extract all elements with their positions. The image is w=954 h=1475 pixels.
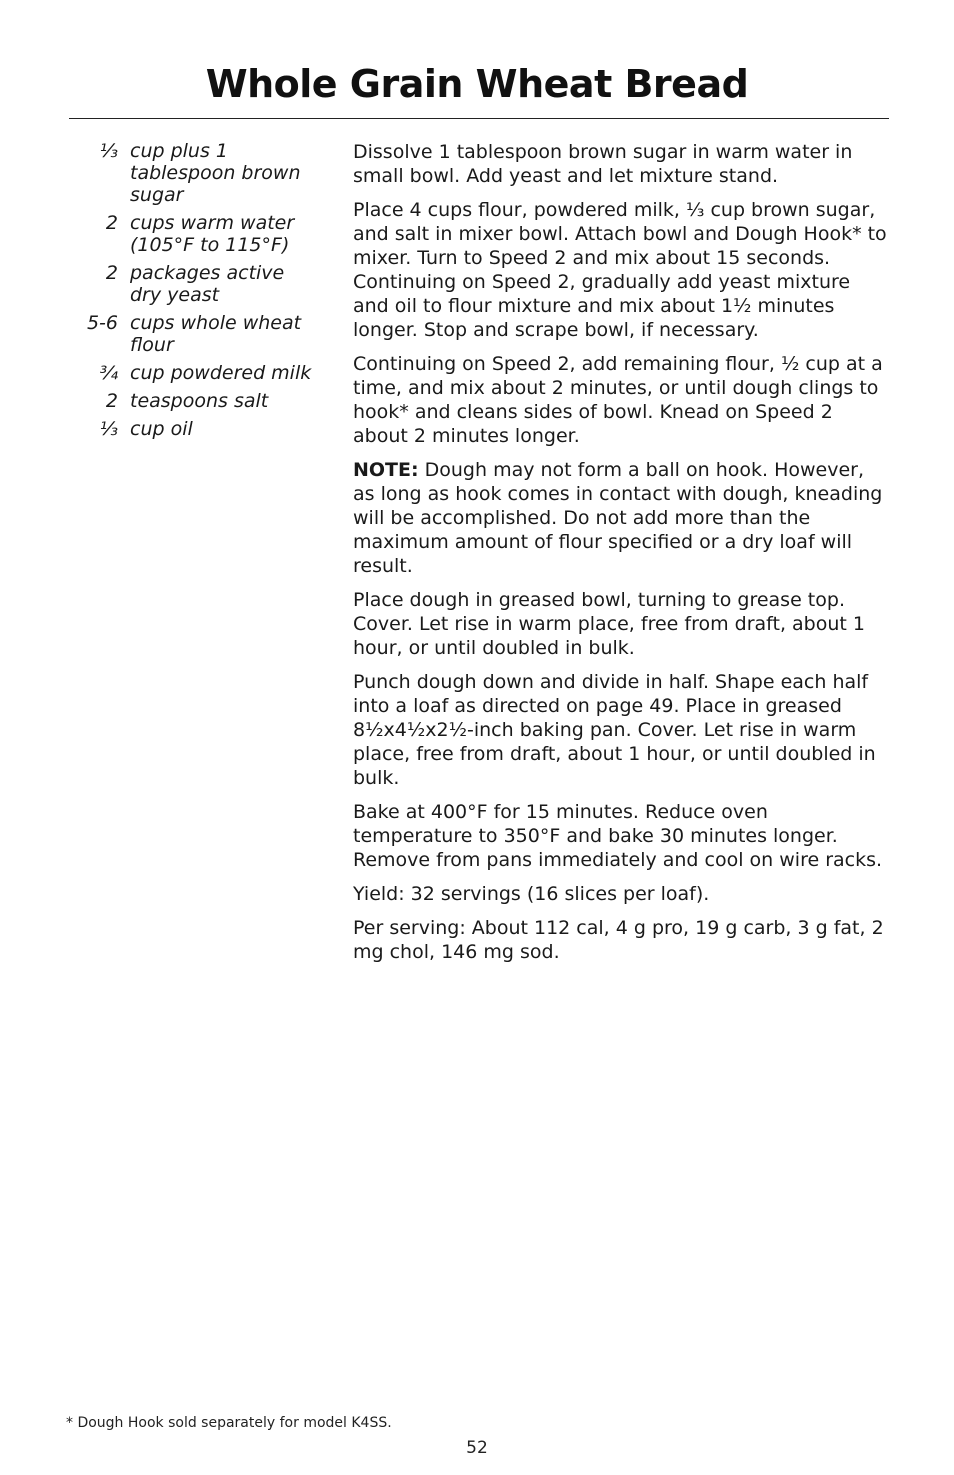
ingredient-quantity: 2: [105, 262, 118, 284]
note-paragraph: [353, 458, 891, 578]
ingredient-item: [66, 212, 326, 256]
ingredient-text: packages active dry yeast: [130, 262, 285, 306]
ingredient-quantity: 2: [105, 390, 118, 412]
ingredient-item: [66, 362, 326, 384]
page-number: 52: [466, 1438, 488, 1458]
yield-text: Yield: 32 servings (16 slices per loaf).: [353, 883, 710, 905]
ingredient-text: cups whole wheat flour: [130, 312, 302, 356]
ingredient-quantity: ¾: [99, 362, 118, 384]
ingredient-quantity: ⅓: [99, 418, 118, 440]
ingredient-text: cup plus 1 tablespoon brown sugar: [130, 140, 301, 206]
ingredient-quantity: 2: [105, 212, 118, 234]
ingredient-item: [66, 418, 326, 440]
note-text: Dough may not form a ball on hook. However, as long as hook comes in contact with dough, kneading will be accomplished. Do not add more than the maximum amount of flour specified or a dry loaf will result.: [353, 459, 883, 577]
method-paragraph: Place dough in greased bowl, turning to grease top. Cover. Let rise in warm place, free from draft, about 1 hour, or until doubled in bulk.: [353, 589, 865, 659]
ingredients-list: [66, 140, 326, 446]
ingredient-quantity: 5-6: [86, 312, 118, 334]
ingredient-text: cup oil: [130, 418, 193, 440]
nutrition-text: Per serving: About 112 cal, 4 g pro, 19 g carb, 3 g fat, 2 mg chol, 146 mg sod.: [353, 917, 884, 963]
footnote: * Dough Hook sold separately for model K4SS.: [66, 1415, 392, 1431]
ingredient-text: cups warm water (105°F to 115°F): [130, 212, 295, 256]
note-label: NOTE:: [353, 459, 419, 481]
ingredient-item: [66, 262, 326, 306]
method-paragraph: Punch dough down and divide in half. Shape each half into a loaf as directed on page 49. Place in greased 8½x4½x2½-inch baking pan. Cover. Let rise in warm place, free from draft, about 1 hour, or until doubled in bulk.: [353, 671, 876, 789]
ingredient-quantity: ⅓: [99, 140, 118, 162]
method-instructions: [353, 140, 891, 974]
page-title: Whole Grain Wheat Bread: [205, 62, 749, 106]
ingredient-item: [66, 140, 326, 206]
method-paragraph: Continuing on Speed 2, add remaining flour, ½ cup at a time, and mix about 2 minutes, or until dough clings to hook* and cleans sides of bowl. Knead on Speed 2 about 2 minutes longer.: [353, 353, 883, 447]
method-paragraph: Place 4 cups flour, powdered milk, ⅓ cup brown sugar, and salt in mixer bowl. Attach bowl and Dough Hook* to mixer. Turn to Speed 2 and mix about 15 seconds. Continuing on Speed 2, gradually add yeast mixture and oil to flour mixture and mix about 1½ minutes longer. Stop and scrape bowl, if necessary.: [353, 199, 887, 341]
ingredient-text: cup powdered milk: [130, 362, 312, 384]
ingredient-text: teaspoons salt: [130, 390, 269, 412]
title-divider: [69, 118, 889, 119]
ingredient-item: [66, 390, 326, 412]
ingredient-item: [66, 312, 326, 356]
method-paragraph: Bake at 400°F for 15 minutes. Reduce oven temperature to 350°F and bake 30 minutes longer. Remove from pans immediately and cool on wire racks.: [353, 801, 883, 871]
method-paragraph: Dissolve 1 tablespoon brown sugar in warm water in small bowl. Add yeast and let mixture stand.: [353, 141, 853, 187]
